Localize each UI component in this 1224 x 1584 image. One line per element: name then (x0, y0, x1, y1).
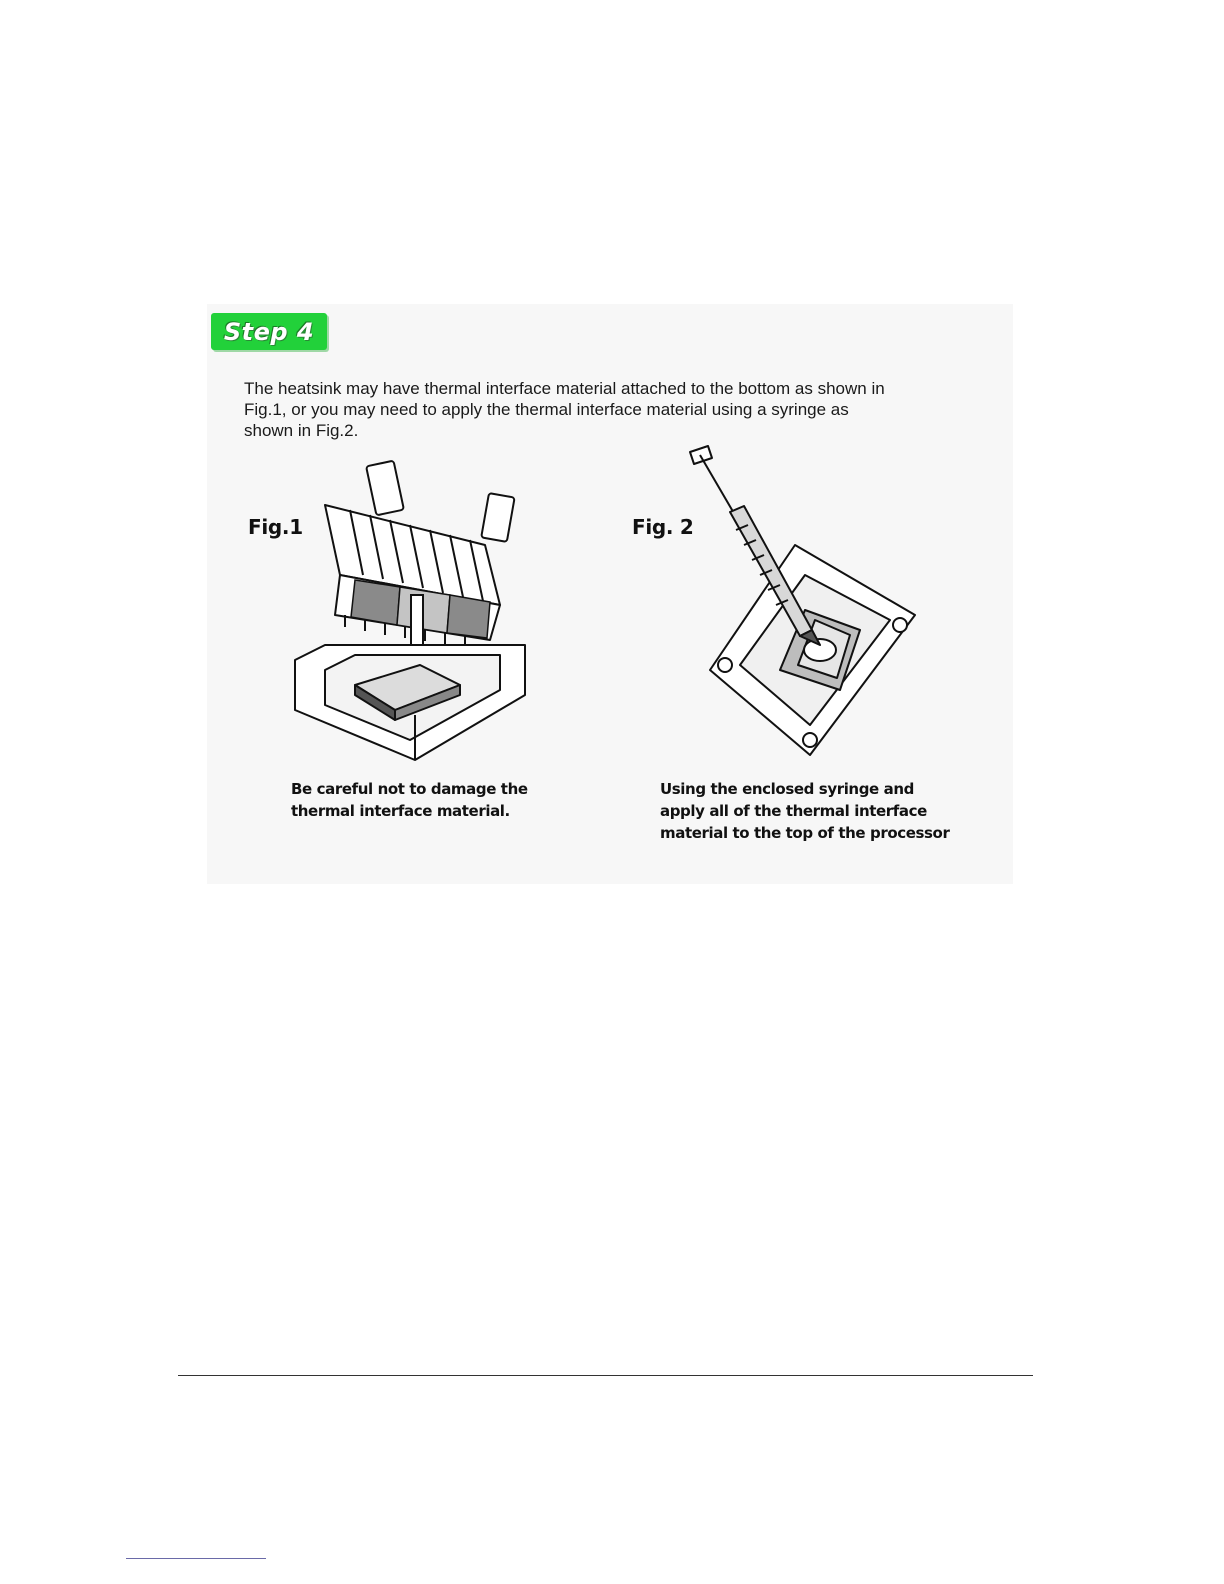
intro-line: Fig.1, or you may need to apply the thermal interface material using a syringe as (244, 400, 849, 419)
heatsink-illustration (285, 455, 535, 770)
caption-line: thermal interface material. (291, 802, 510, 820)
step-label: Step 4 (223, 317, 315, 346)
socket-base (295, 645, 525, 760)
step-badge (211, 313, 327, 350)
caption-line: Using the enclosed syringe and (660, 780, 914, 798)
caption-line: material to the top of the processor (660, 824, 950, 842)
fig1-label: Fig.1 (248, 515, 303, 539)
syringe-illustration (680, 440, 930, 765)
footer-divider (178, 1375, 1033, 1376)
caption-line: apply all of the thermal interface (660, 802, 927, 820)
fig2-label: Fig. 2 (632, 515, 694, 539)
fig1-caption (291, 778, 528, 822)
fig2-caption (660, 778, 949, 844)
corner-rule (126, 1558, 266, 1559)
caption-line: Be careful not to damage the (291, 780, 528, 798)
intro-line: The heatsink may have thermal interface material attached to the bottom as shown in (244, 379, 885, 398)
intro-line: shown in Fig.2. (244, 421, 359, 440)
intro-paragraph (244, 378, 964, 441)
